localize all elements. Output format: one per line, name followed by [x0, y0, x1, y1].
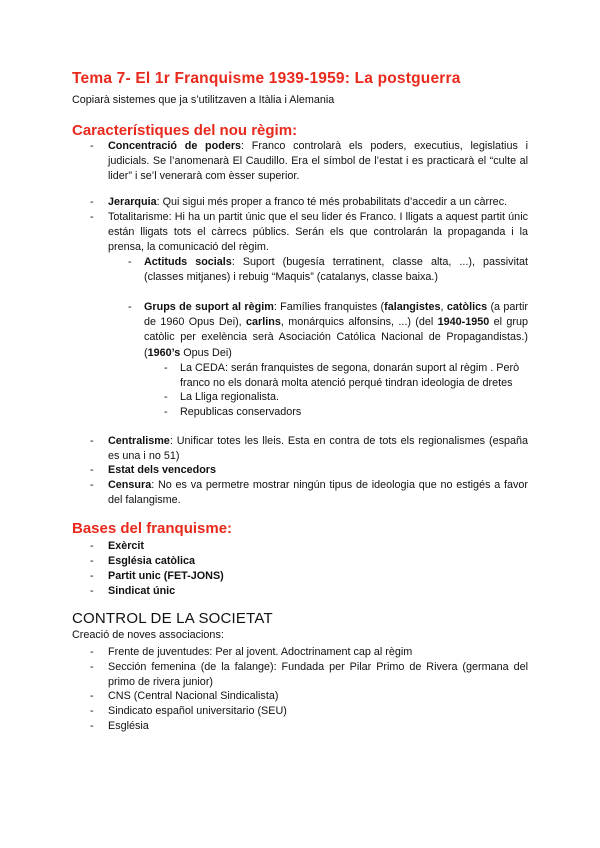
bullet: - — [90, 211, 94, 223]
item-term: Exèrcit — [108, 540, 145, 552]
sub-bullet: - — [128, 256, 132, 268]
item-text: el grup catòlic per exelència serà Asociación Católica Nacional de Propagandistas.) ( — [144, 316, 528, 359]
item-text: : Famílies franquistes ( — [273, 301, 385, 313]
bullet: - — [90, 720, 94, 732]
list-item-censura — [108, 478, 528, 508]
item-text: Opus Dei) — [180, 346, 232, 359]
bullet: - — [90, 464, 94, 476]
item-term: carlins — [246, 316, 281, 329]
item-term: Església catòlica — [108, 555, 196, 567]
sublist-item-lliga: La Lliga regionalista. — [180, 391, 280, 403]
item-text: : Suport (bugesía terratinent, classe alta, ...), passivitat (classes mitjanes) i rebuig “Maquis” (catalanys, classe baixa.) — [144, 256, 528, 284]
item-term: catòlics — [446, 301, 488, 313]
list-item-jerarquia — [108, 195, 528, 210]
sublist-item-republicas: Republicas conservadors — [180, 406, 302, 418]
item-term: Concentració de poders — [108, 140, 242, 152]
item-term: falangistes — [384, 301, 441, 313]
item-text: : No es va permetre mostrar ningún tipus de ideologia que no estigés a favor del falangisme. — [108, 479, 528, 507]
section-intro: Creació de noves associacions: — [72, 629, 224, 641]
bullet: - — [90, 585, 94, 597]
sublist-item-actituds — [144, 255, 528, 285]
item-term: 1940-1950 — [437, 316, 490, 329]
section-heading-control: CONTROL DE LA SOCIETAT — [72, 610, 273, 627]
item-term: Estat dels vencedors — [108, 464, 217, 476]
item-text: , — [440, 301, 447, 313]
section-heading-caracteristiques: Característiques del nou règim: — [72, 122, 298, 139]
list-item-sindicat-unic — [108, 584, 528, 599]
bullet: - — [90, 196, 94, 208]
item-term: Partit unic (FET-JONS) — [108, 570, 224, 582]
item-text: (a partir de 1960 Opus Dei), — [144, 301, 529, 329]
item-text: , monárquics alfonsins, ...) (del — [280, 316, 438, 329]
list-item-exercit — [108, 539, 528, 554]
list-item-totalitarisme: Totalitarisme: Hi ha un partit únic que el seu lider és Franco. I lligats a aquest partit únic están lligats tots el càrrecs públics. Serán els que controlarán la propaganda i la prensa, la comunicació del règim. — [108, 211, 528, 254]
list-item-seccion-femenina: Sección femenina (de la falange): Fundada per Pilar Primo de Rivera (germana del primo de rivera junior) — [108, 661, 528, 689]
list-item-concentracio — [108, 139, 528, 185]
item-term: 1960’s — [147, 346, 181, 359]
bullet: - — [90, 690, 94, 702]
sublist-item-ceda: La CEDA: serán franquistes de segona, donarán suport al règim . Però franco no els donarà molta atenció perqué tindran ideologia de dretes — [180, 362, 520, 390]
bullet: - — [90, 661, 94, 673]
document-title: Tema 7- El 1r Franquisme 1939-1959: La postguerra — [72, 70, 461, 87]
list-item-estat — [108, 463, 528, 478]
item-term: Actituds socials — [144, 256, 232, 268]
bullet: - — [90, 570, 94, 582]
item-text: : Franco controlarà els poders, executius, legislatius i judicials. Se l’anomenarà El Caudillo. Era el símbol de l’estat i es practicarà el “culte al lider” i se’l venerarà com èsser superior. — [108, 140, 528, 183]
sub-sub-bullet: - — [164, 406, 168, 418]
list-item-frente: Frente de juventudes: Per al jovent. Adoctrinament cap al règim — [108, 646, 413, 658]
item-text: : Unificar totes les lleis. Esta en contra de tots els regionalismes (españa es una i no 51) — [108, 435, 528, 463]
bullet: - — [90, 140, 94, 152]
list-item-esglesia: Església — [108, 720, 149, 732]
list-item-esglesia-catolica — [108, 554, 528, 569]
bullet: - — [90, 479, 94, 491]
list-item-partit-unic — [108, 569, 528, 584]
item-term: Centralisme — [108, 435, 170, 447]
item-term: Censura — [108, 479, 152, 491]
sub-sub-bullet: - — [164, 362, 168, 374]
item-term: Jerarquia — [108, 196, 157, 208]
sub-sub-bullet: - — [164, 391, 168, 403]
item-term: Grups de suport al règim — [144, 301, 274, 313]
list-item-cns: CNS (Central Nacional Sindicalista) — [108, 690, 279, 702]
list-item-seu: Sindicato español universitario (SEU) — [108, 705, 287, 717]
bullet: - — [90, 705, 94, 717]
item-text: : Qui sigui més proper a franco té més probabilitats d’accedir a un càrrec. — [156, 196, 508, 208]
list-item-centralisme — [108, 434, 528, 464]
section-heading-bases: Bases del franquisme: — [72, 520, 233, 537]
sub-bullet: - — [128, 301, 132, 313]
bullet: - — [90, 646, 94, 658]
bullet: - — [90, 540, 94, 552]
intro-text: Copiarà sistemes que ja s’utilitzaven a Itàlia i Alemania — [72, 94, 335, 106]
item-term: Sindicat únic — [108, 585, 176, 597]
sublist-item-grups — [144, 300, 528, 361]
bullet: - — [90, 555, 94, 567]
bullet: - — [90, 435, 94, 447]
